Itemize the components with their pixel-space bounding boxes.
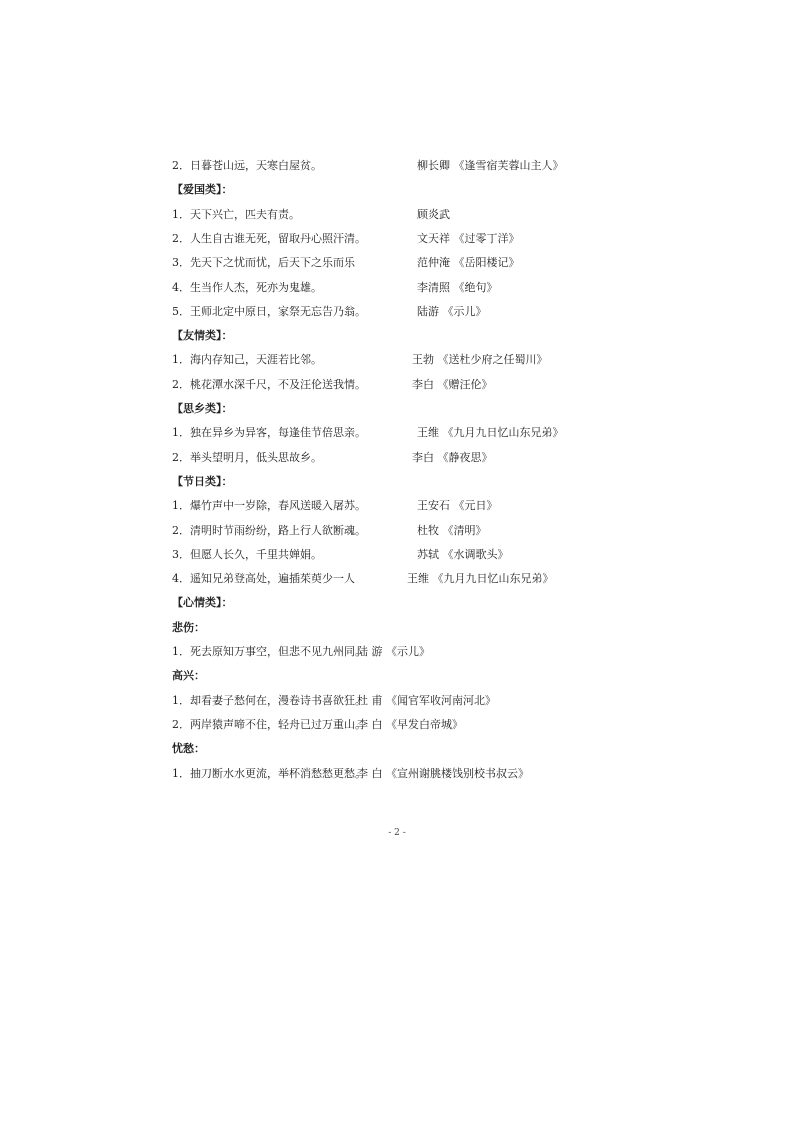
section-heading: 【友情类】： <box>172 329 233 343</box>
poem-source: 顾炎武 <box>417 207 450 221</box>
poem-text: 1．独在异乡为异客，每逢佳节倍思亲。 <box>172 426 366 440</box>
poem-source: 李 白 《宣州谢朓楼饯别校书叔云》 <box>357 766 529 780</box>
poem-source: 杜 甫 《闻官军收河南河北》 <box>357 693 496 707</box>
section-heading: 【爱国类】： <box>172 183 233 197</box>
poem-source: 陆 游 《示儿》 <box>357 645 430 658</box>
section-heading: 忧愁： <box>172 742 205 756</box>
poem-text: 2．清明时节雨纷纷，路上行人欲断魂。 <box>172 523 366 537</box>
poem-text: 3．但愿人长久，千里共婵娟。 <box>172 547 322 561</box>
poem-text: 5．王师北定中原日，家祭无忘告乃翁。 <box>172 304 366 318</box>
poem-text: 2．桃花潭水深千尺，不及汪伦送我情。 <box>172 377 366 391</box>
poem-source: 王维 《九月九日忆山东兄弟》 <box>407 572 554 586</box>
poem-text: 1．却看妻子愁何在，漫卷诗书喜欲狂。 <box>172 693 366 707</box>
poem-text: 2．日暮苍山远，天寒白屋贫。 <box>172 159 322 172</box>
section-heading: 悲伤： <box>172 620 205 634</box>
poem-source: 李白 《赠汪伦》 <box>412 377 493 391</box>
poem-source: 文天祥 《过零丁洋》 <box>417 231 520 245</box>
poem-source: 王维 《九月九日忆山东兄弟》 <box>417 426 564 440</box>
poem-text: 1．天下兴亡，匹夫有责。 <box>172 207 300 221</box>
poem-text: 4．遥知兄弟登高处，遍插茱萸少一人 <box>172 572 355 586</box>
poem-source: 陆游 《示儿》 <box>417 304 487 318</box>
poem-source: 王安石 《元日》 <box>417 499 498 513</box>
poem-source: 柳长卿 《逢雪宿芙蓉山主人》 <box>417 159 564 172</box>
poem-text: 1．爆竹声中一岁除，春风送暖入屠苏。 <box>172 499 366 513</box>
poem-text: 1．抽刀断水水更流，举杯消愁愁更愁。 <box>172 766 366 780</box>
poem-source: 范仲淹 《岳阳楼记》 <box>417 256 520 270</box>
poem-source: 李白 《静夜思》 <box>412 450 493 464</box>
poem-source: 苏轼 《水调歌头》 <box>417 547 509 561</box>
poem-text: 2．两岸猿声啼不住，轻舟已过万重山。 <box>172 717 366 731</box>
section-heading: 【心情类】： <box>172 596 233 610</box>
section-heading: 【思乡类】： <box>172 402 233 415</box>
poem-text: 3．先天下之忧而忧，后天下之乐而乐 <box>172 256 355 270</box>
poem-source: 王勃 《送杜少府之任蜀川》 <box>412 353 548 367</box>
poem-text: 1．死去原知万事空，但悲不见九州同。 <box>172 645 366 658</box>
poem-text: 2．人生自古谁无死，留取丹心照汗清。 <box>172 231 366 245</box>
poem-text: 1．海内存知己，天涯若比邻。 <box>172 353 322 367</box>
poem-text: 2．举头望明月，低头思故乡。 <box>172 450 322 464</box>
poem-text: 4．生当作人杰，死亦为鬼雄。 <box>172 280 322 294</box>
poem-source: 李 白 《早发白帝城》 <box>357 717 463 731</box>
poem-source: 李清照 《绝句》 <box>417 280 498 294</box>
section-heading: 【节日类】： <box>172 474 233 488</box>
page-number: - 2 - <box>388 828 406 838</box>
poem-source: 杜牧 《清明》 <box>417 523 487 537</box>
section-heading: 高兴： <box>172 669 205 683</box>
